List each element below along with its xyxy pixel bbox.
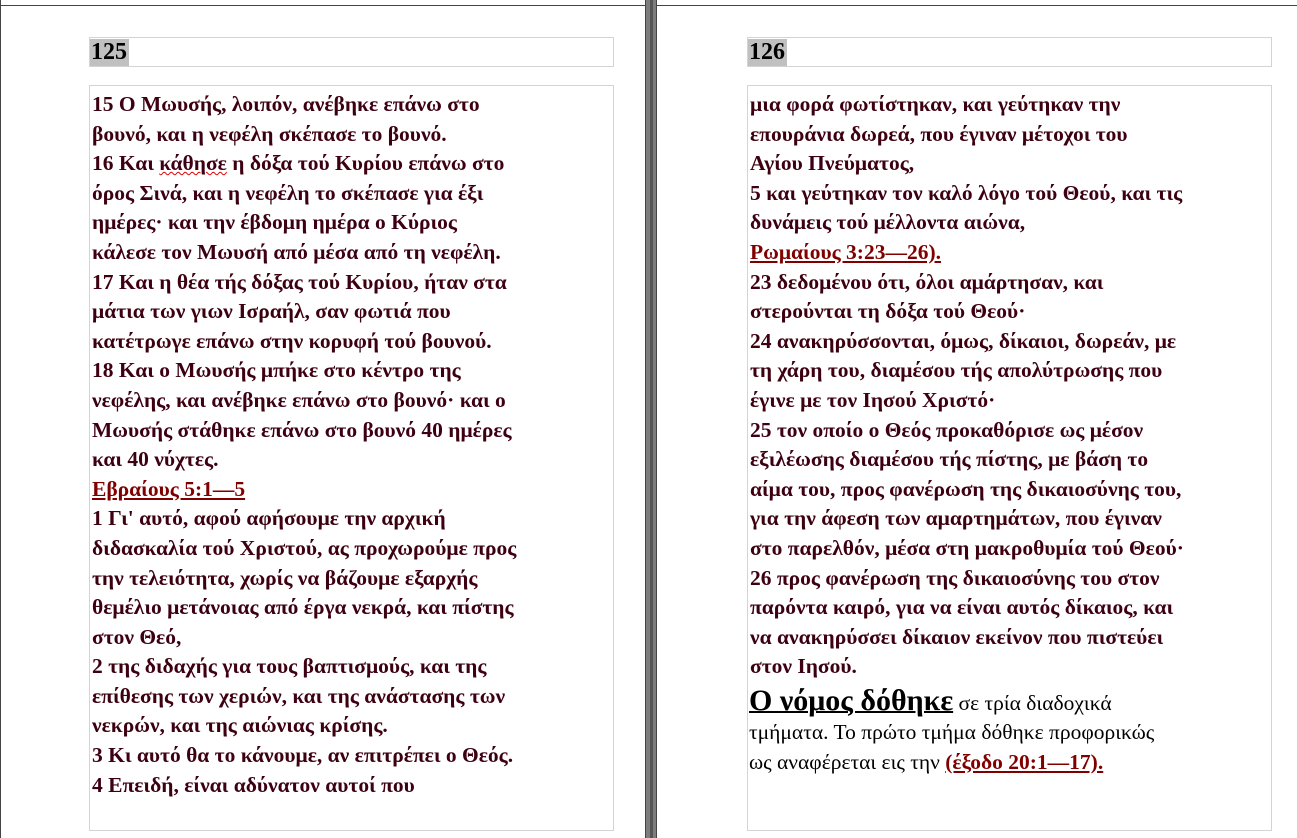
verse-line: νεκρών, και της αιώνιας κρίσης.: [92, 713, 388, 738]
verse-line: παρόντα καιρό, για να είναι αυτός δίκαιος, και: [750, 595, 1174, 620]
exodus-reference-link[interactable]: (έξοδο 20:1—17).: [945, 749, 1104, 774]
verse-line: διδασκαλία τού Χριστού, ας προχωρούμε προς: [92, 535, 517, 560]
page-left-edge: [656, 0, 657, 838]
law-line-2: τμήματα. Το πρώτο τμήμα δόθηκε προφορικώς: [749, 720, 1155, 744]
verse-text: [92, 90, 613, 800]
spellcheck-word: κάθησε: [159, 151, 227, 176]
verse-line: την τελειότητα, χωρίς να βάζουμε εξαρχής: [92, 565, 478, 590]
verse-reference-line[interactable]: [92, 475, 613, 505]
header-frame: [747, 37, 1272, 67]
page-top-edge: [0, 0, 646, 6]
verse-line: επίθεσης των χεριών, και της ανάστασης των: [92, 683, 506, 708]
verse-line: στον Ιησού.: [750, 654, 857, 679]
verse-line: 1 Γι' αυτό, αφού αφήσουμε την αρχική: [92, 506, 446, 531]
verse-line: 2 της διδαχής για τους βαπτισμούς, και της: [92, 654, 487, 679]
verse-line: [92, 149, 613, 179]
page-top-edge: [656, 0, 1297, 6]
page-number: 125: [91, 39, 127, 65]
page-number: 126: [749, 39, 785, 65]
scripture-reference-link[interactable]: Εβραίους 5:1—5: [92, 476, 246, 501]
verse-line: Αγίου Πνεύματος,: [750, 151, 915, 176]
law-line-1: [749, 684, 1154, 718]
verse-line: 26 προς φανέρωση της δικαιοσύνης του στον: [750, 565, 1160, 590]
verse-line: στον Θεό,: [92, 624, 182, 649]
page-left-edge: [0, 0, 1, 838]
gutter-divider: [650, 0, 653, 838]
verse-line: μια φορά φωτίστηκαν, και γεύτηκαν την: [750, 92, 1121, 116]
verse-line: και 40 νύχτες.: [92, 447, 219, 472]
verse-line: στο παρελθόν, μέσα στη μακροθυμία τού Θεού·: [750, 535, 1184, 560]
verse-line: 5 και γεύτηκαν τον καλό λόγο τού Θεού, και τις: [750, 180, 1183, 205]
verse-text: [750, 90, 1271, 682]
verse-line: έγινε με τον Ιησού Χριστό·: [750, 387, 996, 412]
header-frame: [89, 37, 614, 67]
verse-line: εξιλέωσης διαμέσου τής πίστης, με βάση το: [750, 447, 1149, 472]
verse-line: μάτια των γιων Ισραήλ, σαν φωτιά που: [92, 299, 451, 324]
verse-line: για την άφεση των αμαρτημάτων, που έγιναν: [750, 506, 1162, 531]
verse-line: 3 Κι αυτό θα το κάνουμε, αν επιτρέπει ο Θεός.: [92, 743, 514, 768]
verse-line: δυνάμεις τού μέλλοντα αιώνα,: [750, 210, 1026, 235]
verse-line: κατέτρωγε επάνω στην κορυφή τού βουνού.: [92, 328, 492, 353]
law-line-3-text: ως αναφέρεται εις την: [749, 749, 946, 774]
left-page: [0, 0, 646, 838]
verse-line: 4 Επειδή, είναι αδύνατον αυτοί που: [92, 772, 415, 797]
law-line-3: [749, 748, 1154, 778]
scripture-reference-link[interactable]: Ρωμαίους 3:23—26).: [750, 239, 942, 264]
verse-line: 25 τον οποίο ο Θεός προκαθόρισε ως μέσον: [750, 417, 1144, 442]
law-heading-tail: σε τρία διαδοχικά: [953, 691, 1112, 715]
verse-line: ημέρες· και την έβδομη ημέρα ο Κύριος: [92, 210, 458, 235]
verse-line: κάλεσε τον Μωυσή από μέσα από τη νεφέλη.: [92, 239, 501, 264]
verse-line: όρος Σινά, και η νεφέλη το σκέπασε για έξι: [92, 180, 484, 205]
verse-line: Μωυσής στάθηκε επάνω στο βουνό 40 ημέρες: [92, 417, 512, 442]
verse-line: επουράνια δωρεά, που έγιναν μέτοχοι του: [750, 121, 1128, 146]
verse-line: στερούνται τη δόξα τού Θεού·: [750, 299, 1026, 324]
verse-line-text: 16 Και: [92, 151, 160, 176]
verse-line: 24 ανακηρύσσονται, όμως, δίκαιοι, δωρεάν, με: [750, 328, 1177, 353]
verse-line: 23 δεδομένου ότι, όλοι αμάρτησαν, και: [750, 269, 1104, 294]
verse-line: 15 Ο Μωυσής, λοιπόν, ανέβηκε επάνω στο: [92, 92, 480, 116]
law-heading: Ο νόμος δόθηκε: [749, 684, 954, 717]
verse-line: αίμα του, προς φανέρωση της δικαιοσύνης του,: [750, 476, 1182, 501]
verse-line: τη χάρη του, διαμέσου τής απολύτρωσης που: [750, 358, 1163, 383]
verse-line: να ανακηρύσσει δίκαιον εκείνον που πιστεύει: [750, 624, 1164, 649]
verse-line: νεφέλης, και ανέβηκε επάνω στο βουνό· και ο: [92, 387, 506, 412]
page-gutter: [646, 0, 656, 838]
law-paragraph: [749, 684, 1154, 777]
text-frame: [89, 85, 614, 831]
verse-line: 18 Και ο Μωυσής μπήκε στο κέντρο της: [92, 358, 461, 383]
verse-reference-line[interactable]: [750, 238, 1271, 268]
verse-line-text: η δόξα τού Κυρίου επάνω στο: [226, 151, 505, 176]
verse-line: 17 Και η θέα τής δόξας τού Κυρίου, ήταν στα: [92, 269, 507, 294]
right-page: [656, 0, 1297, 838]
verse-line: θεμέλιο μετάνοιας από έργα νεκρά, και πίστης: [92, 595, 514, 620]
verse-line: βουνό, και η νεφέλη σκέπασε το βουνό.: [92, 121, 447, 146]
text-frame: [747, 85, 1272, 831]
